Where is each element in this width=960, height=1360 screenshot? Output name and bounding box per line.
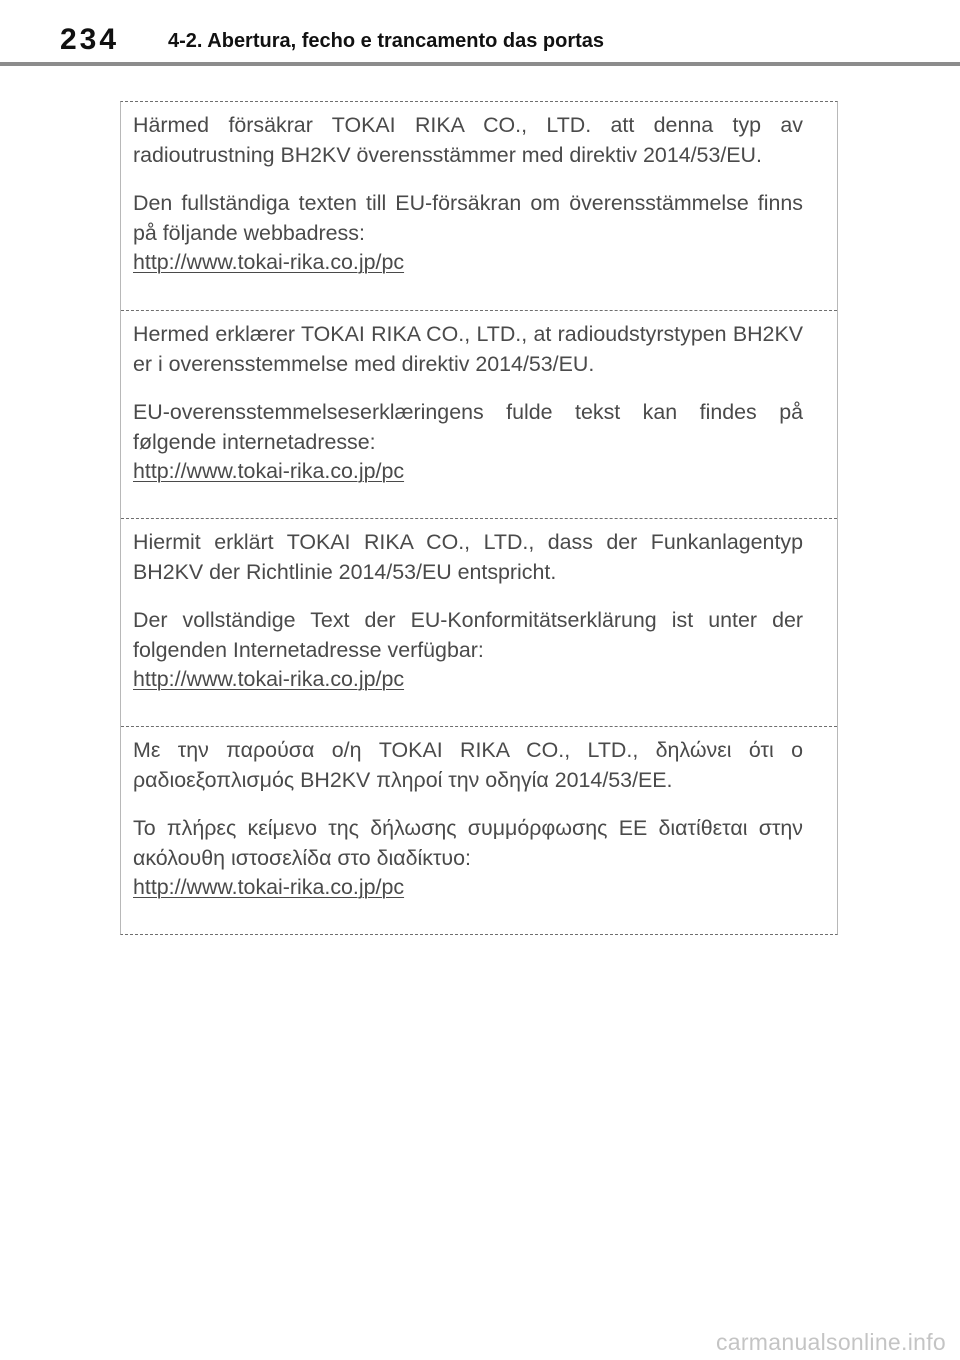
declaration-danish: [121, 310, 837, 518]
declaration-url-link[interactable]: http://www.tokai-rika.co.jp/pc: [133, 250, 405, 274]
section-title: 4-2. Abertura, fecho e trancamento das portas: [168, 30, 605, 52]
header-divider: [0, 62, 960, 66]
declaration-text: Den fullständiga texten till EU-försäkran om överensstämmelse finns på följande webbadress:: [133, 191, 803, 245]
declaration-url-link[interactable]: http://www.tokai-rika.co.jp/pc: [133, 875, 405, 899]
declaration-text: Το πλήρες κείμενο της δήλωσης συμμόρφωσης ΕΕ διατίθεται στην ακόλουθη ιστοσελίδα στο διαδίκτυο:: [133, 816, 803, 870]
declaration-statement: Με την παρούσα ο/η TOKAI RIKA CO., LTD., δηλώνει ότι ο ραδιοεξοπλισμός BH2KV πληροί την οδηγία 2014/53/ΕΕ.: [133, 738, 803, 792]
declaration-url-link[interactable]: http://www.tokai-rika.co.jp/pc: [133, 667, 405, 691]
declaration-statement: Hiermit erklärt TOKAI RIKA CO., LTD., dass der Funkanlagentyp BH2KV der Richtlinie 2014/53/EU entspricht.: [133, 530, 803, 584]
declaration-url-link[interactable]: http://www.tokai-rika.co.jp/pc: [133, 459, 405, 483]
page-number: 234: [60, 23, 120, 56]
declaration-statement: Härmed försäkrar TOKAI RIKA CO., LTD. att denna typ av radioutrustning BH2KV överensstämmer med direktiv 2014/53/EU.: [133, 113, 803, 167]
declaration-box: [120, 101, 838, 935]
page-header: [0, 0, 960, 66]
declaration-text: EU-overensstemmelseserklæringens fulde tekst kan findes på følgende internetadresse:: [133, 400, 803, 454]
declaration-greek: [121, 726, 837, 934]
watermark: carmanualsonline.info: [715, 1329, 946, 1355]
declaration-german: [121, 518, 837, 726]
declaration-swedish: [121, 102, 837, 310]
declaration-text: Der vollständige Text der EU-Konformitätserklärung ist unter der folgenden Internetadresse verfügbar:: [133, 608, 803, 662]
declaration-statement: Hermed erklærer TOKAI RIKA CO., LTD., at radioudstyrstypen BH2KV er i overensstemmelse med direktiv 2014/53/EU.: [133, 322, 803, 376]
